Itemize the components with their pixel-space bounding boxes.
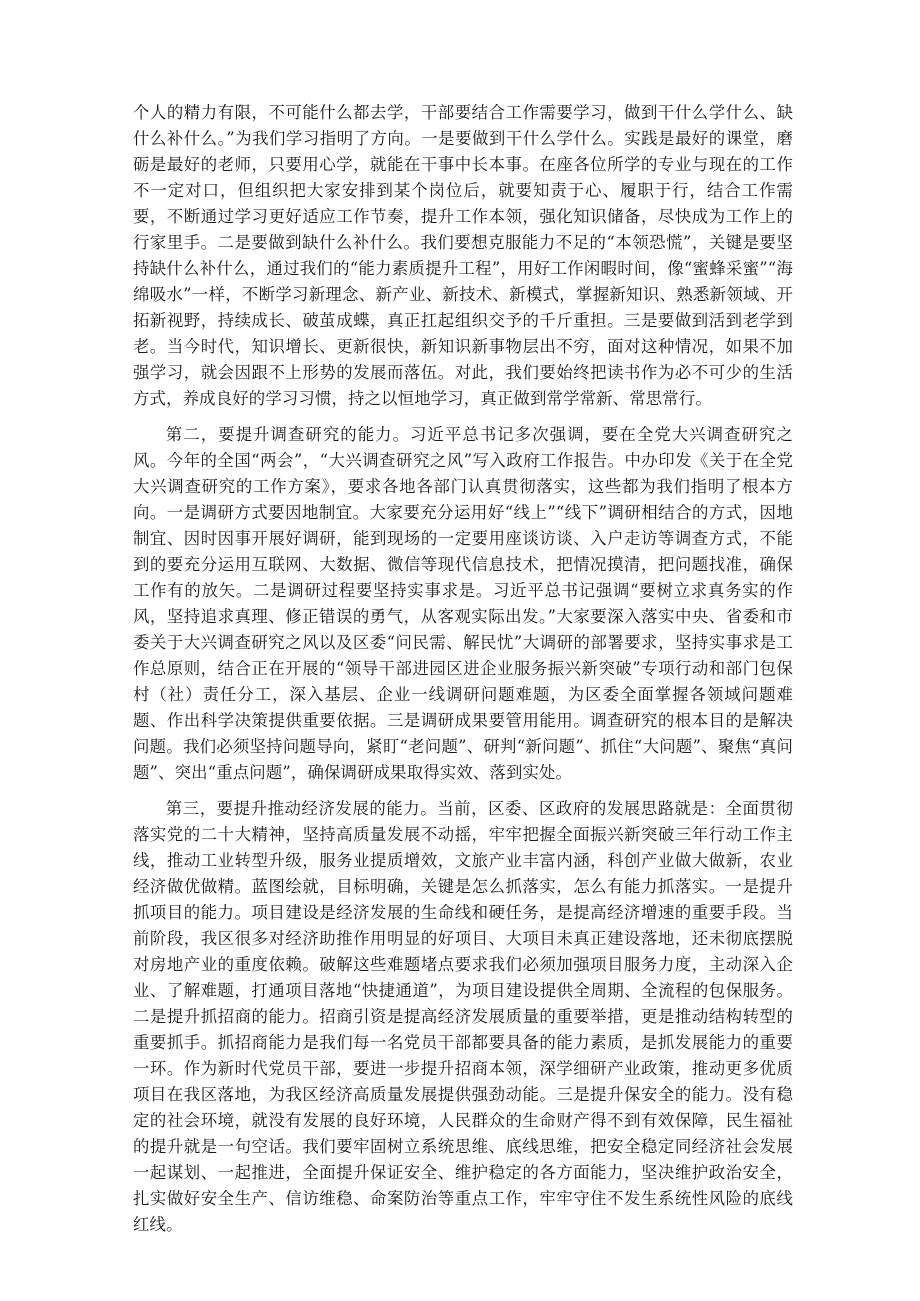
paragraph-continuation: 个人的精力有限，不可能什么都去学，干部要结合工作需要学习，做到干什么学什么、缺什么补什么。”为我们学习指明了方向。一是要做到干什么学什么。实践是最好的课堂，磨砺是最好的老师，只要用心学，就能在干事中长本事。在座各位所学的专业与现在的工作不一定对口，但组织把大家安排到某个岗位后，就要知责于心、履职于行，结合工作需要，不断通过学习更好适应工作节奏，提升工作本领，强化知识储备，尽快成为工作上的行家里手。二是要做到缺什么补什么。我们要想克服能力不足的“本领恐慌”，关键是要坚持缺什么补什么，通过我们的“能力素质提升工程”，用好工作闲暇时间，像“蜜蜂采蜜”“海绵吸水”一样，不断学习新理念、新产业、新技术、新模式，掌握新知识、熟悉新领域、开拓新视野，持续成长、破茧成蝶，真正扛起组织交予的千斤重担。三是要做到活到老学到老。当今时代，知识增长、更新很快，新知识新事物层出不穷，面对这种情况，如果不加强学习，就会因跟不上形势的发展而落伍。对此，我们要始终把读书作为必不可少的生活方式，养成良好的学习习惯，持之以恒地学习，真正做到常学常新、常思常行。 xyxy=(133,103,793,408)
paragraph-economic-ability: 第三，要提升推动经济发展的能力。当前，区委、区政府的发展思路就是：全面贯彻落实党的二十大精神，坚持高质量发展不动摇，牢牢把握全面振兴新突破三年行动工作主线，推动工业转型升级，服务业提质增效，文旅产业丰富内涵，科创产业做大做新，农业经济做优做精。蓝图绘就，目标明确，关键是怎么抓落实，怎么有能力抓落实。一是提升抓项目的能力。项目建设是经济发展的生命线和硬任务，是提高经济增速的重要手段。当前阶段，我区很多对经济助推作用明显的好项目、大项目未真正建设落地，还未彻底摆脱对房地产业的重度依赖。破解这些难题堵点要求我们必须加强项目服务力度，主动深入企业、了解难题，打通项目落地“快捷通道”，为项目建设提供全周期、全流程的包保服务。二是提升抓招商的能力。招商引资是提高经济发展质量的重要举措，更是推动结构转型的重要抓手。抓招商能力是我们每一名党员干部都要具备的能力素质，是抓发展能力的重要一环。作为新时代党员干部，要进一步提升招商本领，深学细研产业政策，推动更多优质项目在我区落地，为我区经济高质量发展提供强劲动能。三是提升保安全的能力。没有稳定的社会环境，就没有发展的良好环境，人民群众的生命财产得不到有效保障，民生福祉的提升就是一句空话。我们要牢固树立系统思维、底线思维，把安全稳定同经济社会发展一起谋划、一起推进，全面提升保证安全、维护稳定的各方面能力，坚决维护政治安全，扎实做好安全生产、信访维稳、命案防治等重点工作，牢牢守住不发生系统性风险的底线红线。 xyxy=(133,799,793,1234)
paragraph-research-ability: 第二，要提升调查研究的能力。习近平总书记多次强调，要在全党大兴调查研究之风。今年的全国“两会”，“大兴调查研究之风”写入政府工作报告。中办印发《关于在全党大兴调查研究的工作方案》，要求各地各部门认真贯彻落实，这些都为我们指明了根本方向。一是调研方式要因地制宜。大家要充分运用好“线上”“线下”调研相结合的方式，因地制宜、因时因事开展好调研，能到现场的一定要用座谈访谈、入户走访等调查方式，不能到的要充分运用互联网、大数据、微信等现代信息技术，把情况摸清，把问题找准，确保工作有的放矢。二是调研过程要坚持实事求是。习近平总书记强调“要树立求真务实的作风，坚持追求真理、修正错误的勇气，从客观实际出发。”大家要深入落实中央、省委和市委关于大兴调查研究之风以及区委“问民需、解民忧”大调研的部署要求，坚持实事求是工作总原则，结合正在开展的“领导干部进园区进企业服务振兴新突破”专项行动和部门包保村（社）责任分工，深入基层、企业一线调研问题难题，为区委全面掌握各领域问题难题、作出科学决策提供重要依据。三是调研成果要管用能用。调查研究的根本目的是解决问题。我们必须坚持问题导向，紧盯“老问题”、研判“新问题”、抓住“大问题”、聚焦“真问题”、突出“重点问题”，确保调研成果取得实效、落到实处。 xyxy=(133,425,793,782)
document-page xyxy=(133,100,793,1248)
